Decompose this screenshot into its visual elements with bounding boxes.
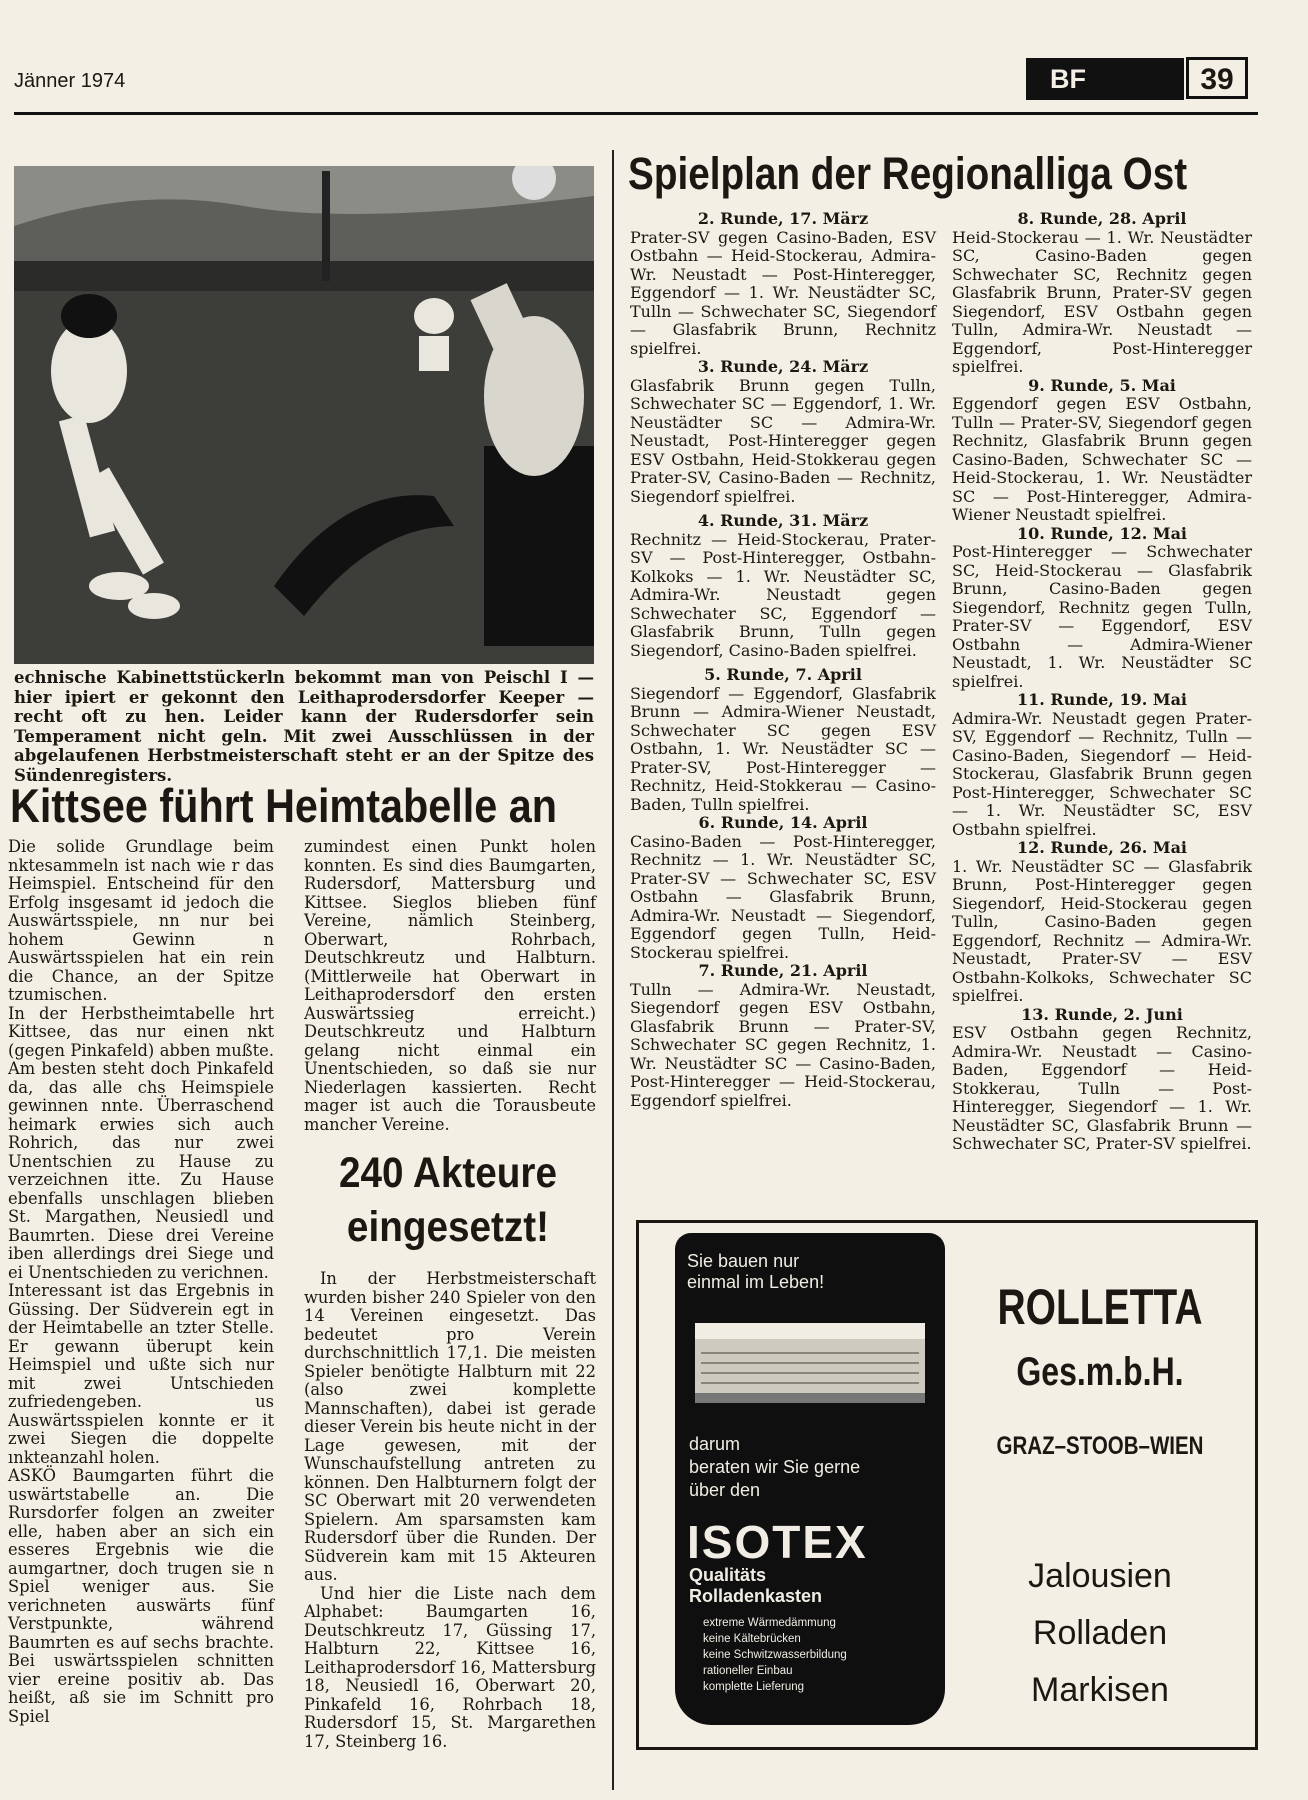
feature-item: extreme Wärmedämmung xyxy=(703,1617,836,1629)
kittsee-headline: Kittsee führt Heimtabelle an xyxy=(10,779,558,832)
round-matches: Rechnitz — Heid-Stockerau, Prater-SV — Post-Hinteregger, Ostbahn-Kolkoks — 1. Wr. Neustädter SC, Admira-Wr. Neustadt gegen Schwechater SC, Eggendorf — Glasfabrik Brunn, Tulln gegen Siegendorf, Casino-Baden spielfrei. xyxy=(630,529,936,660)
round-matches: Post-Hinteregger — Schwechater SC, Heid-Stockerau — Glasfabrik Brunn, Casino-Baden gegen Siegendorf, Rechnitz gegen Tulln, Prater-SV — Eggendorf, ESV Ostbahn — Admira-Wiener Neustadt, 1. Wr. Neustädter SC spielfrei. xyxy=(952,542,1252,691)
rolletta-name: ROLLETTA xyxy=(997,1279,1203,1335)
feature-item: komplette Lieferung xyxy=(703,1681,805,1693)
round-heading: 4. Runde, 31. März xyxy=(697,511,869,530)
round-heading: 2. Runde, 17. März xyxy=(697,209,869,228)
round-matches: Casino-Baden — Post-Hinteregger, Rechnitz — 1. Wr. Neustädter SC, Prater-SV — Schwechater SC, ESV Ostbahn — Glasfabrik Brunn, Admira-Wr. Neustadt — Siegendorf, Eggendorf gegen Tulln, Heid-Stockerau spielfrei. xyxy=(630,831,936,962)
round-heading: 5. Runde, 7. April xyxy=(704,665,862,684)
akteure-body xyxy=(304,1270,596,1751)
round-heading: 11. Runde, 19. Mai xyxy=(1016,690,1188,709)
round-matches: Heid-Stockerau — 1. Wr. Neustädter SC, Casino-Baden gegen Schwechater SC, Rechnitz gegen Glasfabrik Brunn, Prater-SV gegen Siegendorf, ESV Ostbahn gegen Tulln, Admira-Wr. Neustadt — Eggendorf, Post-Hinteregger spielfrei. xyxy=(952,227,1252,376)
round-heading: 8. Runde, 28. April xyxy=(1017,209,1187,228)
product-line: Rolladenkasten xyxy=(689,1586,823,1606)
paragraph: In der Herbstheimtabelle hrt Kittsee, das nur einen nkt (gegen Pinkafeld) abben mußte. Am besten steht doch Pinkafeld da, das alle chs Heimspiele gewinnen nnte. Überraschend heimark erwies sich auch Rohrich, das nur zwei Unentschien zu Hause zu verzeichnen itte. Zu Hause ebenfalls unschlagen blieben St. Margathen, Neusiedl und Baumrten. Diese drei Vereine iben allerdings drei Siege und ei Unentschieden zu verichnen. xyxy=(8,1003,274,1282)
product-item: Markisen xyxy=(1031,1671,1169,1709)
rolletta-legal: Ges.m.b.H. xyxy=(1016,1350,1184,1394)
product-item: Rolladen xyxy=(1032,1614,1168,1652)
column-divider xyxy=(612,150,614,1790)
schedule-left-column xyxy=(630,210,936,1110)
product-line: Qualitäts xyxy=(689,1565,767,1585)
kittsee-column-2 xyxy=(304,838,596,1134)
schedule-title: Spielplan der Regionalliga Ost xyxy=(628,148,1188,199)
product-item: Jalousien xyxy=(1028,1557,1172,1595)
slogan-line: einmal im Leben! xyxy=(687,1272,825,1292)
round-heading: 12. Runde, 26. Mai xyxy=(1016,838,1188,857)
schedule-right-column xyxy=(952,210,1252,1154)
round-matches: Siegendorf — Eggendorf, Glasfabrik Brunn — Admira-Wiener Neustadt, Schwechater SC gegen ESV Ostbahn, 1. Wr. Neustädter SC — Prater-SV, Post-Hinteregger — Rechnitz, Heid-Stokkerau — Casino-Baden, Tulln spielfrei. xyxy=(630,683,936,814)
feature-item: keine Schwitzwasserbildung xyxy=(703,1649,847,1661)
round-heading: 3. Runde, 24. März xyxy=(697,357,869,376)
round-heading: 9. Runde, 5. Mai xyxy=(1028,375,1176,395)
kittsee-column-1 xyxy=(8,838,274,1726)
round-heading: 7. Runde, 21. April xyxy=(698,961,868,980)
round-matches: Prater-SV gegen Casino-Baden, ESV Ostbahn — Heid-Stockerau, Admira-Wr. Neustadt — Post-Hinteregger, Eggendorf — 1. Wr. Neustädter SC, Tulln — Schwechater SC, Siegendorf — Glasfabrik Brunn, Rechnitz spielfrei. xyxy=(630,227,936,358)
round-heading: 6. Runde, 14. April xyxy=(698,813,868,832)
round-heading: 13. Runde, 2. Juni xyxy=(1021,1004,1183,1024)
issue-date: Jänner 1974 xyxy=(14,70,126,92)
round-matches: Glasfabrik Brunn gegen Tulln, Schwechater SC — Eggendorf, 1. Wr. Neustädter SC — Admira-Wr. Neustadt, Post-Hinteregger gegen ESV Ostbahn, Heid-Stokkerau gegen Prater-SV, Casino-Baden — Rechnitz, Siegendorf spielfrei. xyxy=(630,375,936,506)
rolletta-products xyxy=(950,1548,1250,1719)
paragraph: Interessant ist das Ergebnis in Güssing. Der Südverein egt in der Heimtabelle an tzter Stelle. Er gewann überupt kein Heimspiel und ußte sich nur mit zwei Untschieden zufriedengeben. us Auswärtsspielen konnte er it zwei Siegen die doppelte ınkteanzahl holen. xyxy=(8,1281,274,1467)
section-label: BF xyxy=(1026,58,1184,100)
paragraph: ASKÖ Baumgarten führt die uswärtstabelle an. Die Rursdorfer folgen an zweiter elle, haben aber an sich ein esseres Ergebnis wie die aumgartner, doch trugen sie n Spiel weniger aus. Sie verichneten auswärts fünf Verstpunkte, während Baumrten es auf sechs brachte. Bei uswärtsspielen schnitten vier ereine positiv ab. Das heißt, aß sie im Schnitt pro Spiel xyxy=(8,1466,274,1726)
rolladenkasten-illustration xyxy=(689,1303,931,1423)
feature-item: rationeller Einbau xyxy=(703,1665,793,1677)
round-matches: 1. Wr. Neustädter SC — Glasfabrik Brunn, Post-Hinteregger gegen Siegendorf, Heid-Stockerau gegen Tulln, Casino-Baden gegen Eggendorf, Rechnitz — Admira-Wr. Neustadt, Prater-SV — ESV Ostbahn-Kolkoks, Schwechater SC spielfrei. xyxy=(952,856,1252,1005)
advice-line: über den xyxy=(689,1480,761,1500)
round-heading: 10. Runde, 12. Mai xyxy=(1016,523,1188,543)
round-matches: Admira-Wr. Neustadt gegen Prater-SV, Eggendorf — Rechnitz, Tulln — Casino-Baden, Siegendorf — Heid-Stockerau, Glasfabrik Brunn gegen Post-Hinteregger, Schwechater SC — 1. Wr. Neustädter SC, ESV Ostbahn spielfrei. xyxy=(952,708,1252,839)
paragraph: In der Herbstmeisterschaft wurden bisher 240 Spieler von den 14 Vereinen eingesetzt. Das bedeutet pro Verein durchschnittlich 17,1. Die meisten Spieler benötigte Halbturn mit 22 (also zwei komplette Mannschaften), dabei ist gerade dieser Verein bis heute nicht in der Lage gewesen, mit der Wunschaufstellung antreten zu können. Den Halbturnern folgt der SC Oberwart mit 20 verwendeten Spielern. Am sparsamsten kam Rudersdorf über die Runden. Der Südverein kam mit 15 Akteuren aus. xyxy=(304,1269,596,1584)
akteure-headline: 240 Akteure eingesetzt! xyxy=(339,1149,557,1251)
round-matches: ESV Ostbahn gegen Rechnitz, Admira-Wr. Neustadt — Casino-Baden, Eggendorf — Heid-Stokkerau, Tulln — Post-Hinteregger, Siegendorf — 1. Wr. Neustädter SC, Glasfabrik Brunn — Schwechater SC, Prater-SV spielfrei. xyxy=(952,1023,1252,1153)
football-photo xyxy=(14,166,594,664)
page-number: 39 xyxy=(1186,57,1248,99)
isotex-slogan xyxy=(687,1251,824,1293)
advice-line: beraten wir Sie gerne xyxy=(689,1457,861,1477)
paragraph: Und hier die Liste nach dem Alphabet: Baumgarten 16, Deutschkreutz 17, Güssing 17, Halbturn 22, Kittsee 16, Leithaprodersdorf 16, Mattersburg 18, Neusiedl 16, Oberwart 20, Pinkafeld 16, Rohrbach 18, Rudersdorf 15, St. Margarethen 17, Steinberg 16. xyxy=(304,1583,596,1751)
feature-item: keine Kältebrücken xyxy=(703,1633,801,1645)
paragraph: zumindest einen Punkt holen konnten. Es sind dies Baumgarten, Rudersdorf, Mattersburg und Kittsee. Sieglos blieben fünf Vereine, nämlich Steinberg, Oberwart, Rohrbach, Deutschkreutz und Halbturn. (Mittlerweile hat Oberwart in Leithaprodersdorf den ersten Auswärtssieg erreicht.) Deutschkreutz und Halbturn gelang nicht einmal ein Unentschieden, so daß sie nur Niederlagen kassierten. Recht mager ist auch die Torausbeute mancher Vereine. xyxy=(304,837,596,1134)
header-rule xyxy=(14,112,1258,115)
isotex-logo: ISOTEX xyxy=(687,1516,868,1568)
photo-caption: echnische Kabinettstückerln bekommt man von Peischl I — hier ipiert er gekonnt den Leithaprodersdorfer Keeper — recht oft zu hen. Leider kann der Rudersdorfer sein Temperament nicht geln. Mit zwei Ausschlüssen in der abgelaufenen Herbstmeisterschaft steht er an der Spitze des Sündenregisters. xyxy=(14,668,594,785)
isotex-ad xyxy=(675,1233,945,1725)
paragraph: Die solide Grundlage beim nktesammeln ist nach wie r das Heimspiel. Entscheind für den Erfolg insgesamt id jedoch die Auswärtsspiele, nn nur bei hohem Gewinn n Auswärtsspielen hat ein rein die Chance, an der Spitze tzumischen. xyxy=(8,837,274,1004)
slogan-line: Sie bauen nur xyxy=(687,1251,800,1271)
round-matches: Eggendorf gegen ESV Ostbahn, Tulln — Prater-SV, Siegendorf gegen Rechnitz, Glasfabrik Brunn gegen Casino-Baden, Schwechater SC — Heid-Stockerau, 1. Wr. Neustädter SC — Post-Hinteregger, Admira-Wiener Neustadt spielfrei. xyxy=(952,394,1252,524)
rolletta-cities: GRAZ–STOOB–WIEN xyxy=(996,1432,1204,1460)
isotex-features xyxy=(703,1615,847,1695)
isotex-product xyxy=(689,1565,822,1607)
round-matches: Tulln — Admira-Wr. Neustadt, Siegendorf gegen ESV Ostbahn, Glasfabrik Brunn — Prater-SV, Schwechater SC gegen Rechnitz, 1. Wr. Neustädter SC — Casino-Baden, Post-Hinteregger — Heid-Stockerau, Eggendorf spielfrei. xyxy=(630,979,936,1110)
advice-line: darum xyxy=(689,1434,741,1454)
isotex-advice xyxy=(689,1433,860,1502)
